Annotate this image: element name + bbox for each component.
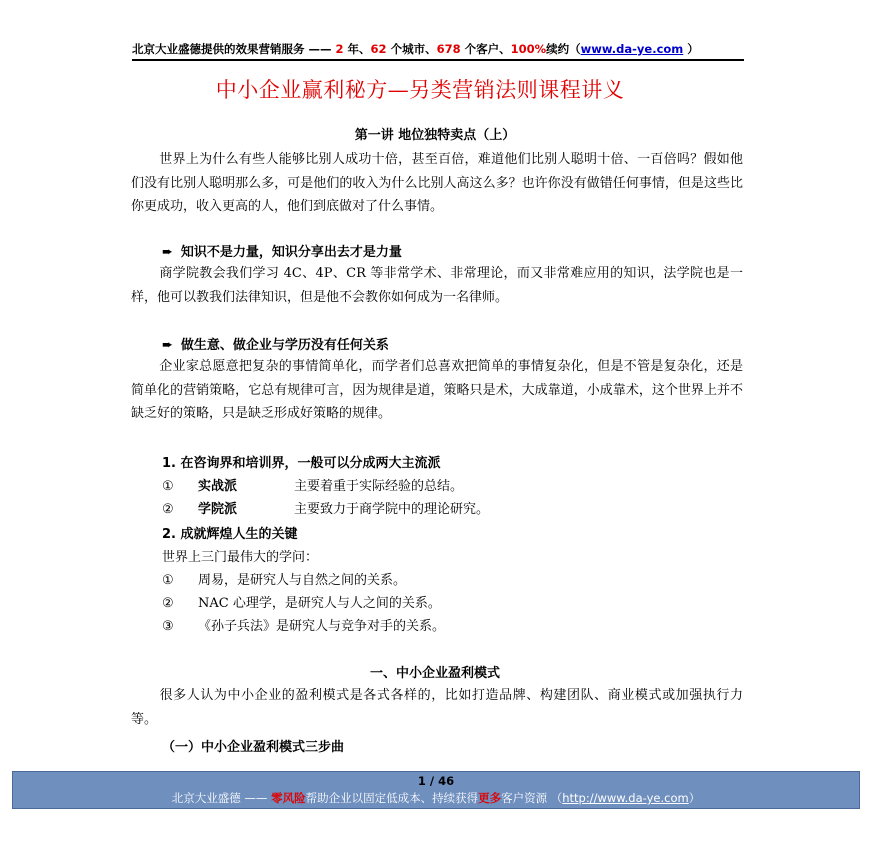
list-item-text: 周易，是研究人与自然之间的关系。: [198, 573, 407, 588]
footer-url-link[interactable]: http://www.da-ye.com: [562, 791, 689, 805]
header-clients: 678: [436, 42, 461, 56]
header-cities-unit: 个城市、: [386, 42, 437, 56]
list-item-marker: ②: [162, 502, 174, 517]
footer-close: ）: [688, 791, 701, 805]
footer-prefix: 北京大业盛德 ——: [171, 791, 272, 805]
list-item-name: 学院派: [198, 502, 238, 517]
header-cities: 62: [370, 42, 387, 56]
point1-text: 商学院教会我们学习 4C、4P、CR 等非常学术、非常理论，而又非常难应用的知识，法学院也是一样，他可以教我们法律知识，但是他不会教你如何成为一名律师。: [131, 266, 743, 305]
arrow-right-icon: ➨: [162, 245, 173, 260]
page-number: 1 / 46: [417, 774, 455, 788]
header-years-unit: 年、: [343, 42, 371, 56]
header-url-link[interactable]: www.da-ye.com: [580, 42, 684, 56]
sub2-lead: 世界上三门最伟大的学问：: [162, 550, 319, 565]
header-close: ）: [683, 42, 699, 56]
list-item-marker: ①: [162, 573, 174, 588]
section1-text: 很多人认为中小企业的盈利模式是各式各样的，比如打造品牌、构建团队、商业模式或加强执行力等。: [131, 688, 743, 727]
list-item: [162, 498, 489, 517]
arrow-right-icon: ➨: [162, 338, 173, 353]
footer-highlight: 更多: [478, 791, 502, 805]
lecture-title: 第一讲 地位独特卖点（上）: [354, 128, 516, 143]
section1-title: 一、中小企业盈利模式: [369, 666, 500, 681]
intro-text: 世界上为什么有些人能够比别人成功十倍，甚至百倍，难道他们比别人聪明十倍、一百倍吗？假如他们没有比别人聪明那么多，可是他们的收入为什么比别人高这么多？也许你没有做错任何事情，但是这些比你更成功，收入更高的人，他们到底做对了什么事情。: [131, 152, 743, 214]
point1-paragraph: [131, 262, 743, 309]
intro-paragraph: [131, 148, 743, 219]
list-item: [162, 615, 445, 634]
document-title: 中小企业赢利秘方—另类营销法则课程讲义: [215, 78, 625, 102]
list-item: [162, 569, 406, 588]
point2-paragraph: [131, 355, 743, 426]
footer-text: [13, 790, 859, 806]
header-renewal-unit: 续约（: [546, 42, 581, 56]
sub1-heading: 1. 在咨询界和培训界，一般可以分成两大主流派: [162, 456, 441, 471]
header-years: 2: [335, 42, 344, 56]
list-item-marker: ③: [162, 619, 174, 634]
list-item-marker: ②: [162, 596, 174, 611]
list-item-text: 《孙子兵法》是研究人与竞争对手的关系。: [198, 619, 446, 634]
page-header: [132, 41, 742, 59]
point1-heading-text: 知识不是力量，知识分享出去才是力量: [180, 245, 402, 260]
point2-heading: [162, 334, 389, 353]
list-item: [162, 592, 441, 611]
footer-brand: 零风险: [271, 791, 306, 805]
list-item-marker: ①: [162, 479, 174, 494]
list-item: [162, 475, 463, 494]
header-clients-unit: 个客户、: [460, 42, 511, 56]
point1-heading: [162, 241, 402, 260]
header-divider: [132, 59, 744, 61]
footer-suffix: 客户资源 （: [501, 791, 563, 805]
sub2-heading: 2. 成就辉煌人生的关键: [162, 527, 298, 542]
list-item-text: NAC 心理学，是研究人与人之间的关系。: [198, 596, 441, 611]
section1-subheading: （一）中小企业盈利模式三步曲: [162, 740, 345, 755]
header-prefix: 北京大业盛德提供的效果营销服务 ——: [132, 42, 336, 56]
footer-middle: 帮助企业以固定低成本、持续获得: [305, 791, 479, 805]
list-item-desc: 主要着重于实际经验的总结。: [294, 479, 464, 494]
header-renewal: 100%: [510, 42, 547, 56]
list-item-name: 实战派: [198, 479, 238, 494]
point2-heading-text: 做生意、做企业与学历没有任何关系: [180, 338, 389, 353]
section1-paragraph: [131, 684, 743, 731]
page-footer: [12, 771, 860, 809]
list-item-desc: 主要致力于商学院中的理论研究。: [294, 502, 490, 517]
point2-text: 企业家总愿意把复杂的事情简单化，而学者们总喜欢把简单的事情复杂化，但是不管是复杂化，还是简单化的营销策略，它总有规律可言，因为规律是道，策略只是术，大成靠道，小成靠术，这个世界上并不缺乏好的策略，只是缺乏形成好策略的规律。: [131, 359, 743, 421]
